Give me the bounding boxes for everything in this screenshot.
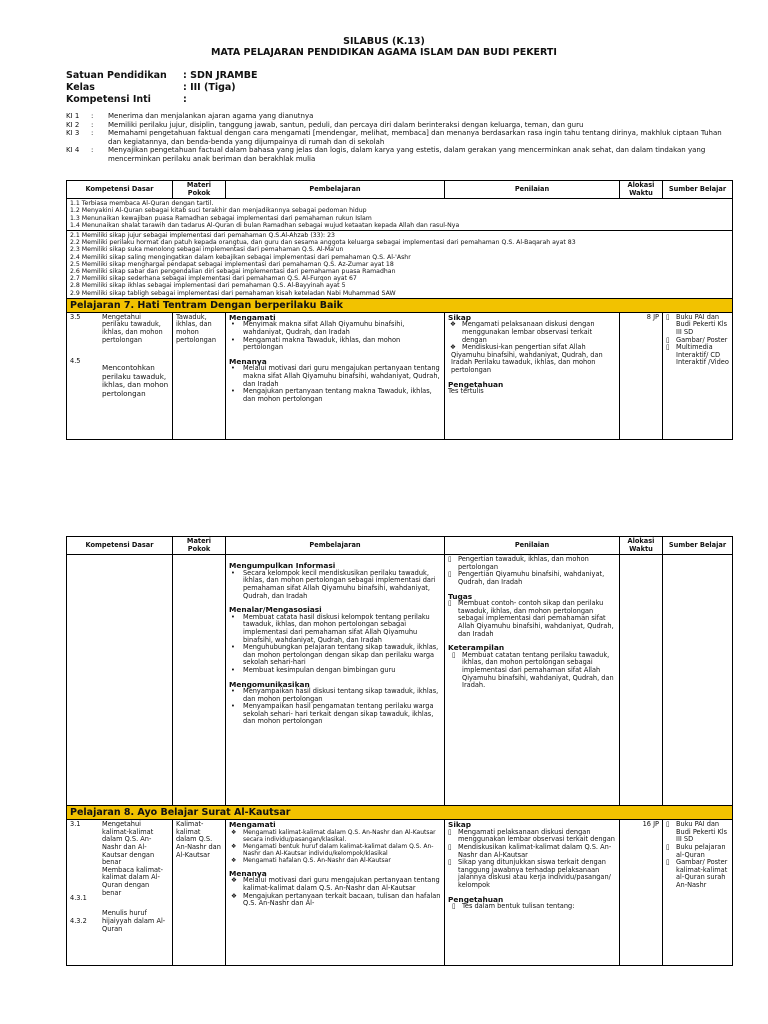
checkbox-icon: ▯	[666, 842, 670, 851]
checkbox-icon: ▯	[448, 599, 452, 608]
diamond-bullet-icon: ❖	[231, 856, 237, 864]
pembelajaran-cell	[226, 820, 445, 966]
kd-list-item: 1.3 Menunaikan kewajiban puasa Ramadhan sebagai implementasi dari pemahaman rukun Islam	[70, 214, 372, 222]
kd-cell	[67, 555, 173, 806]
list-item-text: Sikap yang ditunjukkan siswa terkait dengan tanggung jawabnya terhadap pelaksanaan jalannya diskusi atau kerja individu/pasangan/ kelompok	[458, 858, 611, 889]
alokasi-cell: 16 JP	[620, 820, 663, 966]
assessment-item	[448, 829, 616, 844]
lesson-7-continued-row	[67, 555, 733, 806]
section-heading: Sikap	[448, 312, 472, 322]
learning-step	[231, 570, 441, 600]
learning-step	[231, 893, 441, 908]
diamond-bullet-icon: ❖	[231, 828, 237, 836]
list-item-text: Melalui motivasi dari guru mengajukan pertanyaan tentang kalimat-kalimat dalam Q.S. An-Nashr dan Al-Kautsar	[243, 876, 440, 892]
assessment-text: Qiyamuhu binafsihi, wahdaniyat, Qudrah, dan Iradah Perilaku tawaduk, ikhlas, dan mohon pertolongan	[451, 350, 603, 374]
ki-separator: :	[91, 112, 94, 120]
kd-text: Mengetahui perilaku tawaduk, ikhlas, dan mohon pertolongan	[102, 312, 163, 344]
bullet-icon: •	[231, 612, 235, 621]
box-list	[448, 600, 616, 638]
kd-code: 4.3.2	[70, 917, 87, 926]
ki-text: Menyajikan pengetahuan factual dalam bahasa yang jelas dan logis, dalam karya yang estetis, dalam gerakan yang mencerminkan anak sehat, dan dalam tindakan yang mencerminkan perilaku anak beriman dan berakhlak mulia	[108, 146, 706, 163]
learning-step	[231, 829, 441, 843]
kd-list-item: 2.1 Memiliki sikap jujur sebagai implementasi dari pemahaman Q.S.Al-Ahzab (33): 23	[70, 232, 335, 239]
column-header: Alokasi Waktu	[620, 181, 663, 199]
list-item-text: Gambar/ Poster	[676, 335, 728, 344]
identity-label: Kompetensi Inti	[66, 94, 151, 105]
identity-row	[66, 94, 187, 105]
assessment-text: Tes tertulis	[448, 387, 484, 396]
diamond-list	[231, 829, 441, 864]
column-header: Pembelajaran	[226, 181, 445, 199]
checkbox-icon: ▯	[452, 902, 456, 911]
column-header: Pembelajaran	[226, 537, 445, 555]
bullet-list	[231, 321, 441, 351]
box-list	[448, 556, 616, 586]
table-header-row	[67, 537, 733, 555]
ki-text: Memiliki perilaku jujur, disiplin, tanggung jawab, santun, peduli, dan percaya diri dalam berinteraksi dengan keluarga, teman, dan guru	[108, 120, 584, 129]
table-header-row	[67, 181, 733, 199]
identity-label: Kelas	[66, 82, 95, 93]
pembelajaran-cell	[226, 312, 445, 439]
column-header: Sumber Belajar	[663, 537, 733, 555]
section-heading: Mengumpulkan Informasi	[229, 561, 336, 571]
section-heading: Menalar/Mengasosiasi	[229, 605, 322, 615]
checkbox-icon: ▯	[448, 827, 452, 836]
list-item-text: Menyampaikan hasil pengamatan tentang perilaku warga sekolah sehari- hari terkait dengan sikap tawaduk, ikhlas, dan mohon pertolongan	[243, 702, 434, 726]
kd-group-1	[67, 199, 733, 231]
section-heading: Pengetahuan	[448, 379, 504, 389]
ki-item	[66, 129, 732, 146]
checkbox-icon: ▯	[666, 335, 670, 344]
list-item-text: Mengamati kalimat-kalimat dalam Q.S. An-Nashr dan Al-Kautsar secara individu/pasangan/klasikal.	[243, 828, 436, 843]
section-heading: Pengetahuan	[448, 894, 504, 904]
source-item	[666, 344, 729, 367]
list-item-text: Multimedia Interaktif/ CD Interaktif /Video	[676, 343, 729, 367]
penilaian-cell	[445, 555, 620, 806]
section-heading: Mengamati	[229, 312, 276, 322]
learning-step	[231, 614, 441, 644]
syllabus-table-2	[66, 536, 733, 966]
learning-step	[231, 688, 441, 703]
learning-step	[231, 321, 441, 336]
checkbox-icon: ▯	[666, 343, 670, 352]
alokasi-cell: 8 JP	[620, 312, 663, 439]
ki-item	[66, 112, 732, 121]
sumber-cell	[663, 312, 733, 439]
list-item-text: Mengajukan pertanyaan tentang makna Tawaduk, ikhlas, dan mohon pertolongan	[243, 387, 432, 403]
checkbox-icon: ▯	[666, 312, 670, 321]
section-heading: Tugas	[448, 591, 473, 601]
kd-cell	[67, 312, 173, 439]
diamond-bullet-icon: ❖	[231, 842, 237, 850]
lesson-7-banner: Pelajaran 7. Hati Tentram Dengan berperilaku Baik	[67, 298, 733, 312]
learning-step	[231, 877, 441, 892]
ki-separator: :	[91, 120, 94, 129]
document-subtitle: MATA PELAJARAN PENDIDIKAN AGAMA ISLAM DAN BUDI PEKERTI	[211, 47, 557, 58]
column-header: Sumber Belajar	[663, 181, 733, 199]
assessment-item	[448, 571, 616, 586]
ki-code: KI 2	[66, 120, 80, 129]
ki-item	[66, 121, 732, 130]
diamond-bullet-icon: ❖	[450, 320, 456, 329]
bullet-icon: •	[231, 568, 235, 577]
materi-cell: Tawaduk, ikhlas, dan mohon pertolongan	[173, 312, 226, 439]
kd-cell	[67, 820, 173, 966]
lesson-8-banner: Pelajaran 8. Ayo Belajar Surat Al-Kautsar	[67, 806, 733, 820]
list-item-text: Mengamati pelaksanaan diskusi dengan menggunakan lembar observasi terkait dengan	[462, 320, 595, 344]
diamond-bullet-icon: ❖	[231, 891, 237, 900]
sumber-cell	[663, 555, 733, 806]
list-item-text: Gambar/ Poster kalimat-kalimat al-Quran surah An-Nashr	[676, 858, 728, 889]
ki-code: KI 3	[66, 129, 80, 138]
source-item	[666, 314, 729, 337]
identity-row	[66, 82, 236, 93]
bullet-icon: •	[231, 643, 235, 652]
assessment-item	[448, 556, 616, 571]
column-header: Penilaian	[445, 537, 620, 555]
checkbox-icon: ▯	[666, 820, 670, 829]
kd-text: Menulis huruf hijaiyyah dalam Al-Quran	[102, 909, 166, 933]
kd-list-item: 2.8 Memiliki sikap ikhlas sebagai implementasi dari pemahaman Q.S. Al-Bayyinah ayat 5	[70, 282, 346, 290]
assessment-item	[450, 321, 616, 344]
box-list	[448, 829, 616, 890]
learning-step	[231, 667, 441, 675]
list-item-text: Mengamati bentuk huruf dalam kalimat-kalimat dalam Q.S. An-Nashr dan Al-Kautsar individu/kelompok/klasikal	[243, 842, 434, 857]
learning-step	[231, 365, 441, 388]
section-heading: Keterampilan	[448, 643, 505, 653]
bullet-icon: •	[231, 702, 235, 711]
ki-separator: :	[91, 129, 94, 138]
list-item-text: Menyimak makna sifat Allah Qiyamuhu binafsihi, wahdaniyat, Qudrah, dan Iradah	[243, 320, 405, 337]
lesson-8-row	[67, 820, 733, 966]
section-heading: Mengamati	[229, 820, 276, 830]
kd-code: 3.1	[70, 820, 81, 829]
diamond-list	[231, 877, 441, 907]
bullet-list	[231, 614, 441, 675]
kd-list-item: 2.9 Memiliki sikap tabligh sebagai implementasi dari pemahaman kisah keteladan Nabi Muhammad SAW	[70, 289, 396, 297]
list-item-text: Mendiskusi-kan pengertian sifat Allah	[462, 343, 586, 352]
materi-cell	[173, 555, 226, 806]
kd-list-item: 2.6 Memiliki sikap sabar dan pengendalian diri sebagai implementasi dari pemahaman puasa Ramadhan	[70, 268, 396, 276]
checkbox-icon: ▯	[666, 858, 670, 867]
bullet-icon: •	[231, 335, 235, 344]
list-item-text: Buku PAI dan Budi Pekerti Kls III SD	[676, 312, 728, 337]
pembelajaran-cell	[226, 555, 445, 806]
list-item-text: Menyampaikan hasil diskusi tentang sikap tawaduk, ikhlas, dan mohon pertolongan	[243, 687, 439, 703]
checkbox-icon: ▯	[448, 842, 452, 851]
assessment-text: Membuat contoh- contoh sikap dan perilaku tawaduk, ikhlas, dan mohon pertolongan sebagai implementasi dari pemahaman sifat Allah Qiyamuhu binafsihi, wahdaniyat, Qudrah, dan Iradah	[458, 599, 614, 638]
core-competencies	[66, 112, 732, 164]
column-header: Materi Pokok	[173, 537, 226, 555]
assessment-item	[448, 859, 616, 889]
list-item-text: Secara kelompok kecil mendiskusikan perilaku tawaduk, ikhlas, dan mohon pertolongan sebagai implementasi dari pemahaman sifat Allah Qiyamuhu binafsihi, wahdaniyat, Qudrah, dan Iradah	[243, 568, 436, 600]
source-item	[666, 844, 729, 859]
diamond-bullet-icon: ❖	[231, 876, 237, 885]
section-heading: Sikap	[448, 820, 472, 830]
list-item-text: Mengajukan pertanyaan terkait bacaan, tulisan dan hafalan Q.S. An-Nashr dan Al-	[243, 891, 441, 908]
diamond-bullet-icon: ❖	[450, 343, 456, 352]
list-item-text: Mengamati hafalan Q.S. An-Nashr dan Al-Kautsar	[243, 856, 391, 864]
bullet-icon: •	[231, 687, 235, 696]
list-item-text: Melalui motivasi dari guru mengajukan pertanyaan tentang makna sifat Allah Qiyamuhu binafsihi, wahdaniyat, Qudrah, dan Iradah	[243, 364, 440, 388]
bullet-icon: •	[231, 665, 235, 674]
ki-item	[66, 146, 732, 163]
section-heading: Menanya	[229, 356, 267, 366]
penilaian-cell	[445, 820, 620, 966]
checkbox-icon: ▯	[448, 570, 452, 579]
section-heading: Menanya	[229, 868, 267, 878]
identity-value: : SDN JRAMBE	[183, 70, 258, 81]
bullet-icon: •	[231, 320, 235, 329]
assessment-item	[448, 844, 616, 859]
checkbox-icon: ▯	[448, 555, 452, 564]
source-item	[666, 821, 729, 844]
ki-text: Memahami pengetahuan faktual dengan cara mengamati [mendengar, melihat, membaca] dan menanya berdasarkan rasa ingin tahu tentang dirinya, makhluk ciptaan Tuhan dan kegiatannya, dan benda-benda yang dijumpainya di rumah dan di sekolah	[108, 129, 722, 146]
document-title: SILABUS (K.13)	[343, 36, 425, 47]
bullet-icon: •	[231, 387, 235, 396]
lesson-7-row	[67, 312, 733, 439]
list-item-text: Buku pelajaran al-Quran	[676, 842, 726, 859]
penilaian-cell	[445, 312, 620, 439]
checkbox-icon: ▯	[448, 858, 452, 867]
list-item-text: Membuat catata hasil diskusi kelompok tentang perilaku tawaduk, ikhlas, dan mohon pertolongan sebagai implementasi dari pemahaman sifat Allah Qiyamuhu binafsihi, wahdaniyat, Qudrah, dan Iradah	[243, 612, 430, 644]
box-list	[452, 652, 616, 690]
kd-list-item: 2.4 Memiliki sikap saling mengingatkan dalam kebajikan sebagai implementasi dari pemahaman Q.S. Al-'Ashr	[70, 253, 411, 261]
list-item-text: Mengamati pelaksanaan diskusi dengan menggunakan lembar observasi terkait dengan	[458, 827, 615, 844]
kd-list-item: 2.7 Memiliki sikap sederhana sebagai implementasi dari pemahaman Q.S. Al-Furqon ayat 67	[70, 275, 357, 283]
box-list	[452, 903, 616, 911]
kd-text: Mengetahui kalimat-kalimat dalam Q.S. An- Nashr dan Al-Kautsar dengan benar	[102, 820, 155, 867]
learning-step	[231, 703, 441, 726]
bullet-list	[231, 570, 441, 600]
assessment-text: Membuat catatan tentang perilaku tawaduk, ikhlas, dan mohon pertolongan sebagai implementasi dari pemahaman sifat Allah Qiyamuhu binafsihi, wahdaniyat, Qudrah, dan Iradah.	[462, 650, 614, 690]
ki-code: KI 1	[66, 112, 80, 120]
identity-value: :	[183, 94, 187, 105]
list-item-text: Pengertian Qiyamuhu binafsihi, wahdaniyat, Qudrah, dan Iradah	[458, 570, 605, 586]
list-item-text: Buku PAI dan Budi Pekerti Kls III SD	[676, 820, 728, 844]
diamond-list	[450, 321, 616, 351]
checkbox-icon: ▯	[452, 650, 456, 659]
ki-code: KI 4	[66, 146, 80, 155]
identity-value: : III (Tiga)	[183, 82, 236, 93]
kd-code: 4.5	[70, 357, 81, 366]
learning-step	[231, 337, 441, 352]
learning-step	[231, 388, 441, 403]
kd-list-item: 1.1 Terbiasa membaca Al-Quran dengan tartil.	[70, 200, 214, 208]
kd-code: 3.5	[70, 312, 81, 321]
identity-row	[66, 70, 257, 81]
list-item-text: Mengamati makna Tawaduk, ikhlas, dan mohon pertolongan	[243, 335, 401, 352]
column-header: Materi Pokok	[173, 181, 226, 199]
column-header: Alokasi Waktu	[620, 537, 663, 555]
alokasi-cell	[620, 555, 663, 806]
column-header: Penilaian	[445, 181, 620, 199]
kd-text: Membaca kalimat-kalimat dalam Al-Quran dengan benar	[102, 865, 163, 897]
kd-list-item: 2.5 Memiliki sikap menghargai pendapat sebagai implementasi dari pemahaman Q.S. Az-Zumar ayat 18	[70, 260, 394, 268]
column-header: Kompetensi Dasar	[67, 537, 173, 555]
syllabus-table-1	[66, 180, 733, 440]
bullet-list	[231, 688, 441, 726]
learning-step	[231, 644, 441, 667]
list-item-text: Membuat kesimpulan dengan bimbingan guru	[243, 665, 396, 674]
materi-cell: Kalimat-kalimat dalam Q.S. An-Nashr dan Al-Kautsar	[173, 820, 226, 966]
kd-list-item: 1.2 Menyakini Al-Quran sebagai kitab suci terakhir dan menjadikannya sebagai pedoman hidup	[70, 207, 367, 215]
kd-text: Mencontohkan perilaku tawaduk, ikhlas, dan mohon pertolongan	[102, 363, 169, 398]
section-heading: Mengomunikasikan	[229, 679, 310, 689]
kd-list-item: 2.2 Memiliki perilaku hormat dan patuh kepada orangtua, dan guru dan sesama anggota keluarga sebagai implementasi dari pemahaman Q.S. Al-Baqarah ayat 83	[70, 239, 576, 247]
source-item	[666, 859, 729, 889]
kd-list-item: 1.4 Menunaikan shalat tarawih dan tadarus Al-Quran di bulan Ramadhan sebagai wujud ketaatan kepada Allah dan rasul-Nya	[70, 221, 460, 229]
learning-step	[231, 843, 441, 857]
list-item-text: Menguhubungkan pelajaran tentang sikap tawaduk, ikhlas, dan mohon pertolongan dengan sikap dan perilaku warga sekolah sehari-hari	[243, 643, 439, 667]
ki-text: Menerima dan menjalankan ajaran agama yang dianutnya	[108, 112, 314, 120]
column-header: Kompetensi Dasar	[67, 181, 173, 199]
assessment-text: Tes dalam bentuk tulisan tentang:	[462, 902, 575, 911]
ki-separator: :	[91, 146, 94, 155]
bullet-list	[231, 365, 441, 403]
sumber-cell	[663, 820, 733, 966]
list-item-text: Mendiskusikan kalimat-kalimat dalam Q.S. An-Nashr dan Al-Kautsar	[458, 842, 612, 859]
learning-step	[231, 857, 441, 864]
kd-list-item: 2.3 Memiliki sikap suka menolong sebagai implementasi dari pemahaman Q.S. Al-Ma'un	[70, 246, 344, 254]
bullet-icon: •	[231, 364, 235, 373]
identity-label: Satuan Pendidikan	[66, 70, 167, 81]
kd-code: 4.3.1	[70, 893, 87, 902]
kd-group-2	[67, 231, 733, 299]
list-item-text: Pengertian tawaduk, ikhlas, dan mohon pertolongan	[458, 555, 589, 571]
